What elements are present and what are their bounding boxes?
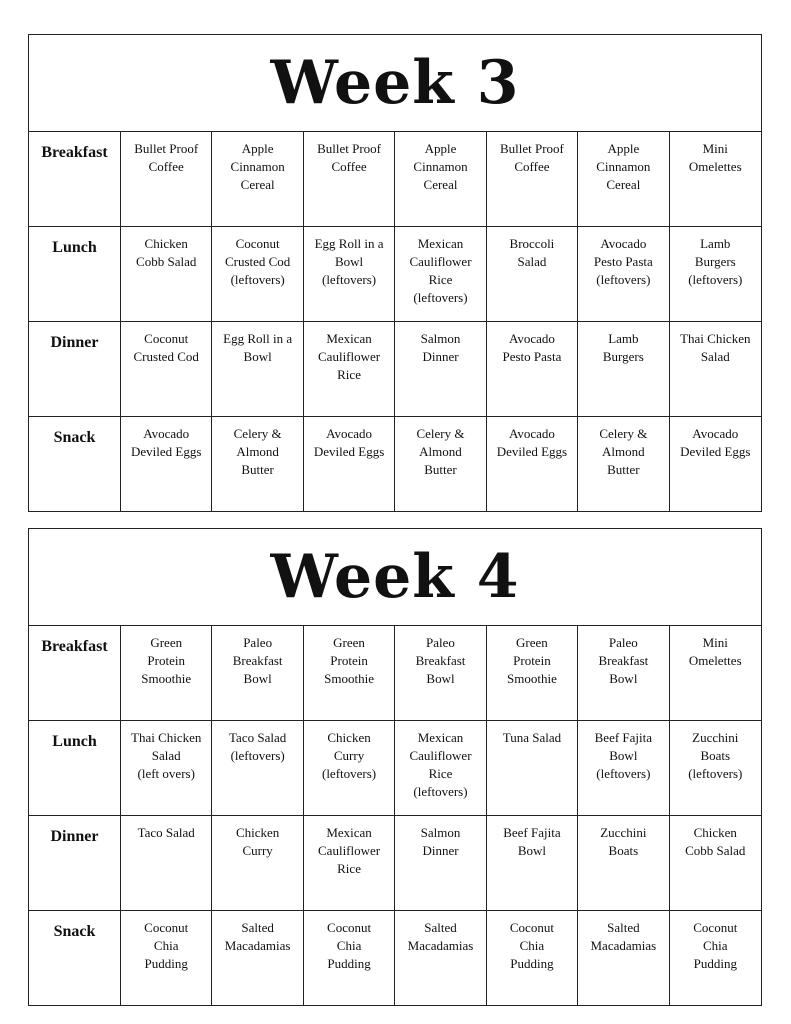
meal-cell: Lamb Burgers (leftovers) bbox=[670, 227, 761, 322]
meal-cell: Mini Omelettes bbox=[670, 626, 761, 721]
meal-cell: Tuna Salad bbox=[487, 721, 578, 816]
meal-cell: Green Protein Smoothie bbox=[487, 626, 578, 721]
meal-cell: Mexican Cauliflower Rice bbox=[304, 816, 395, 911]
meal-cell: Salmon Dinner bbox=[395, 816, 486, 911]
meal-cell: Avocado Pesto Pasta bbox=[487, 322, 578, 417]
meal-cell: Avocado Deviled Eggs bbox=[304, 417, 395, 512]
week-title: Week 4 bbox=[29, 529, 761, 626]
meal-cell: Mexican Cauliflower Rice bbox=[304, 322, 395, 417]
meal-cell: Bullet Proof Coffee bbox=[121, 132, 212, 227]
meal-cell: Salted Macadamias bbox=[212, 911, 303, 1006]
meal-cell: Avocado Pesto Pasta (leftovers) bbox=[578, 227, 669, 322]
meal-cell: Egg Roll in a Bowl bbox=[212, 322, 303, 417]
week-3-table bbox=[28, 34, 762, 512]
row-label-lunch: Lunch bbox=[29, 721, 121, 816]
meal-cell: Coconut Crusted Cod (leftovers) bbox=[212, 227, 303, 322]
meal-cell: Avocado Deviled Eggs bbox=[121, 417, 212, 512]
meal-cell: Celery & Almond Butter bbox=[395, 417, 486, 512]
week-4-table bbox=[28, 528, 762, 1006]
row-label-dinner: Dinner bbox=[29, 322, 121, 417]
meal-cell: Chicken Curry (leftovers) bbox=[304, 721, 395, 816]
meal-cell: Coconut Chia Pudding bbox=[693, 920, 738, 971]
meal-cell: Beef Fajita Bowl (leftovers) bbox=[578, 721, 669, 816]
meal-cell: Egg Roll in a Bowl (leftovers) bbox=[304, 227, 395, 322]
meal-cell: Beef Fajita Bowl bbox=[487, 816, 578, 911]
meal-cell: Apple Cinnamon Cereal bbox=[395, 132, 486, 227]
meal-cell: Salted Macadamias bbox=[578, 911, 669, 1006]
meal-cell: Salmon Dinner bbox=[395, 322, 486, 417]
meal-cell: Taco Salad bbox=[121, 816, 212, 911]
row-label-breakfast: Breakfast bbox=[29, 132, 121, 227]
meal-cell: Paleo Breakfast Bowl bbox=[212, 626, 303, 721]
meal-cell: Paleo Breakfast Bowl bbox=[578, 626, 669, 721]
meal-cell: Zucchini Boats bbox=[578, 816, 669, 911]
meal-cell: Salted Macadamias bbox=[395, 911, 486, 1006]
meal-cell: Mexican Cauliflower Rice (leftovers) bbox=[395, 227, 486, 322]
row-label-snack: Snack bbox=[29, 911, 121, 1006]
meal-grid bbox=[29, 132, 761, 512]
meal-cell: Paleo Breakfast Bowl bbox=[395, 626, 486, 721]
meal-cell: Chicken Cobb Salad bbox=[121, 227, 212, 322]
row-label-lunch: Lunch bbox=[29, 227, 121, 322]
row-label-snack: Snack bbox=[29, 417, 121, 512]
meal-cell: Mexican Cauliflower Rice (leftovers) bbox=[395, 721, 486, 816]
row-label-breakfast: Breakfast bbox=[29, 626, 121, 721]
meal-cell: Apple Cinnamon Cereal bbox=[578, 132, 669, 227]
meal-cell: Taco Salad (leftovers) bbox=[212, 721, 303, 816]
meal-cell: Thai Chicken Salad (left overs) bbox=[121, 721, 212, 816]
meal-cell: Green Protein Smoothie bbox=[304, 626, 395, 721]
meal-cell: Green Protein Smoothie bbox=[121, 626, 212, 721]
meal-cell: Lamb Burgers bbox=[578, 322, 669, 417]
meal-cell: Apple Cinnamon Cereal bbox=[212, 132, 303, 227]
meal-cell: Celery & Almond Butter bbox=[212, 417, 303, 512]
meal-grid bbox=[29, 626, 761, 1006]
row-label-dinner: Dinner bbox=[29, 816, 121, 911]
meal-cell: Bullet Proof Coffee bbox=[304, 132, 395, 227]
meal-cell: Avocado Deviled Eggs bbox=[680, 426, 751, 459]
meal-cell: Chicken Cobb Salad bbox=[670, 816, 761, 911]
meal-cell: Avocado Deviled Eggs bbox=[487, 417, 578, 512]
meal-cell: Coconut Crusted Cod bbox=[121, 322, 212, 417]
meal-cell: Zucchini Boats (leftovers) bbox=[670, 721, 761, 816]
meal-cell: Celery & Almond Butter bbox=[578, 417, 669, 512]
meal-cell: Chicken Curry bbox=[212, 816, 303, 911]
meal-cell: Coconut Chia Pudding bbox=[121, 911, 212, 1006]
week-title: Week 3 bbox=[29, 35, 761, 132]
meal-cell: Coconut Chia Pudding bbox=[304, 911, 395, 1006]
meal-cell: Bullet Proof Coffee bbox=[487, 132, 578, 227]
meal-cell: Thai Chicken Salad bbox=[670, 322, 761, 417]
meal-cell: Mini Omelettes bbox=[670, 132, 761, 227]
meal-cell: Broccoli Salad bbox=[487, 227, 578, 322]
meal-cell: Coconut Chia Pudding bbox=[487, 911, 578, 1006]
